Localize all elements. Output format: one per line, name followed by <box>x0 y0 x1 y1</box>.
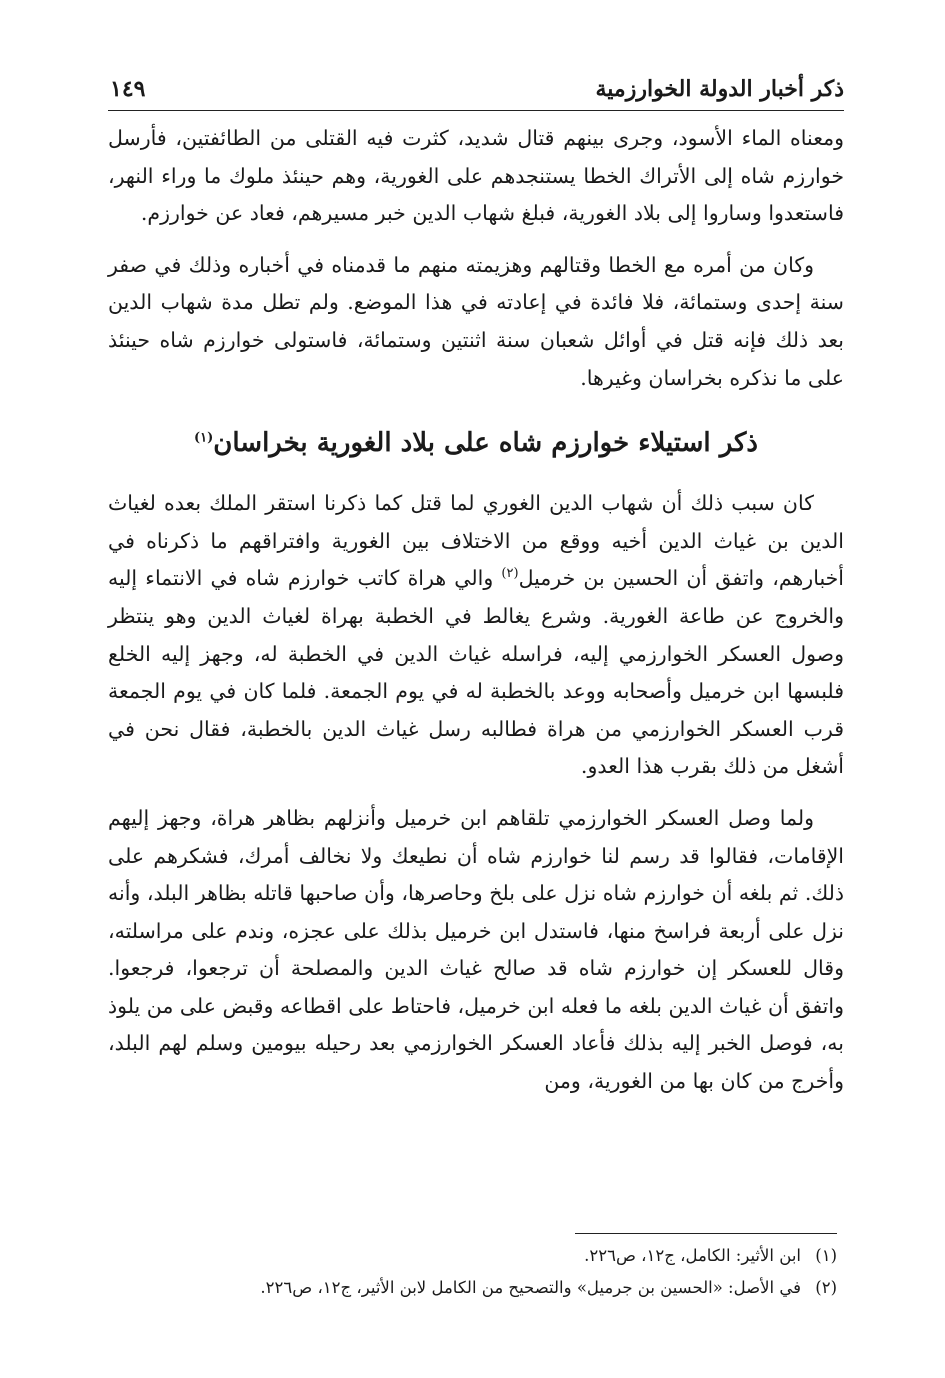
page-header <box>108 70 844 111</box>
section-heading-text: ذكر استيلاء خوارزم شاه على بلاد الغورية بخراسان <box>213 428 759 459</box>
footnote-2 <box>101 1272 837 1304</box>
paragraph-1: ومعناه الماء الأسود، وجرى بينهم قتال شديد، كثرت فيه القتلى من الطائفتين، فأرسل خوارزم شاه إلى الأتراك الخطا يستنجدهم على الغورية، وهم حينئذ ملوك ما وراء النهر، فاستعدوا وساروا إلى بلاد الغورية، فبلغ شهاب الدين خبر مسيرهم، فعاد عن خوارزم. <box>108 126 844 226</box>
page-number: ١٤٩ <box>110 76 146 102</box>
paragraph-3 <box>108 485 844 786</box>
footnotes <box>101 1240 837 1304</box>
paragraph-4: ولما وصل العسكر الخوارزمي تلقاهم ابن خرميل وأنزلهم بظاهر هراة، وجهز إليهم الإقامات، فقالوا قد رسم لنا خوارزم شاه أن نطيعك ولا نخالف أمرك، فشكرهم على ذلك. ثم بلغه أن خوارزم شاه نزل على بلخ وحاصرها، وأن صاحبها قاتله بظاهر البلد، وأنه نزل على أربعة فراسخ منها، فاستدل ابن خرميل بذلك على عجزه، وندم على مراسلته، وقال للعسكر إن خوارزم شاه قد صالح غياث الدين والمصلحة أن ترجعوا، فرجعوا. واتفق أن غياث الدين بلغه ما فعله ابن خرميل، فاحتاط على اقطاعه وقبض على من يلوذ به، فوصل الخبر إليه بذلك فأعاد العسكر الخوارزمي بعد رحيله بيومين وسلم لهم البلد، وأخرج من كان بها من الغورية، ومن <box>108 805 844 1094</box>
footnote-divider <box>575 1233 837 1234</box>
footnote-ref-2[interactable]: (٢) <box>501 566 519 582</box>
footnote-ref-1[interactable]: (١) <box>193 430 214 446</box>
main-text <box>108 120 844 1115</box>
footnote-marker: (٢) <box>815 1278 837 1297</box>
paragraph-2: وكان من أمره مع الخطا وقتالهم وهزيمته منهم ما قدمناه في أخباره وذلك في صفر سنة إحدى وستمائة، فلا فائدة في إعادته في هذا الموضع. ولم تطل مدة شهاب الدين بعد ذلك فإنه قتل في أوائل شعبان سنة اثنتين وستمائة، فاستولى خوارزم شاه حينئذ على ما نذكره بخراسان وغيرها. <box>108 252 844 390</box>
running-title: ذكر أخبار الدولة الخوارزمية <box>595 76 844 102</box>
paragraph-3-part-1: كان سبب ذلك أن شهاب الدين الغوري لما قتل كما ذكرنا استقر الملك بعده لغياث الدين بن غياث الدين أخيه ووقع من الاختلاف بين الغورية وافتراقهم ما ذكرناه في أخبارهم، واتفق أن الحسين بن خرميل <box>108 491 845 591</box>
section-heading <box>108 419 844 467</box>
paragraph-3-part-2: والي هراة كاتب خوارزم شاه في الانتماء إليه والخروج عن طاعة الغورية. وشرع يغالط في الخطبة بهراة لغياث الدين وهو ينتظر وصول العسكر الخوارزمي إليه، فراسله غياث الدين في الخطبة له، وجهز إليه الخلع فلبسها ابن خرميل وأصحابه ووعد بالخطبة له في يوم الجمعة. فلما كان في يوم الجمعة قرب العسكر الخوارزمي من هراة فطالبه رسل غياث الدين بالخطبة، فقال نحن في أشغل من ذلك بقرب هذا العدو. <box>108 566 844 779</box>
footnote-1 <box>101 1240 837 1272</box>
footnote-text: ابن الأثير: الكامل، ج١٢، ص٢٢٦. <box>584 1246 801 1265</box>
footnote-text: في الأصل: «الحسين بن جرميل» والتصحيح من الكامل لابن الأثير، ج١٢، ص٢٢٦. <box>260 1278 801 1297</box>
footnote-marker: (١) <box>815 1246 837 1265</box>
